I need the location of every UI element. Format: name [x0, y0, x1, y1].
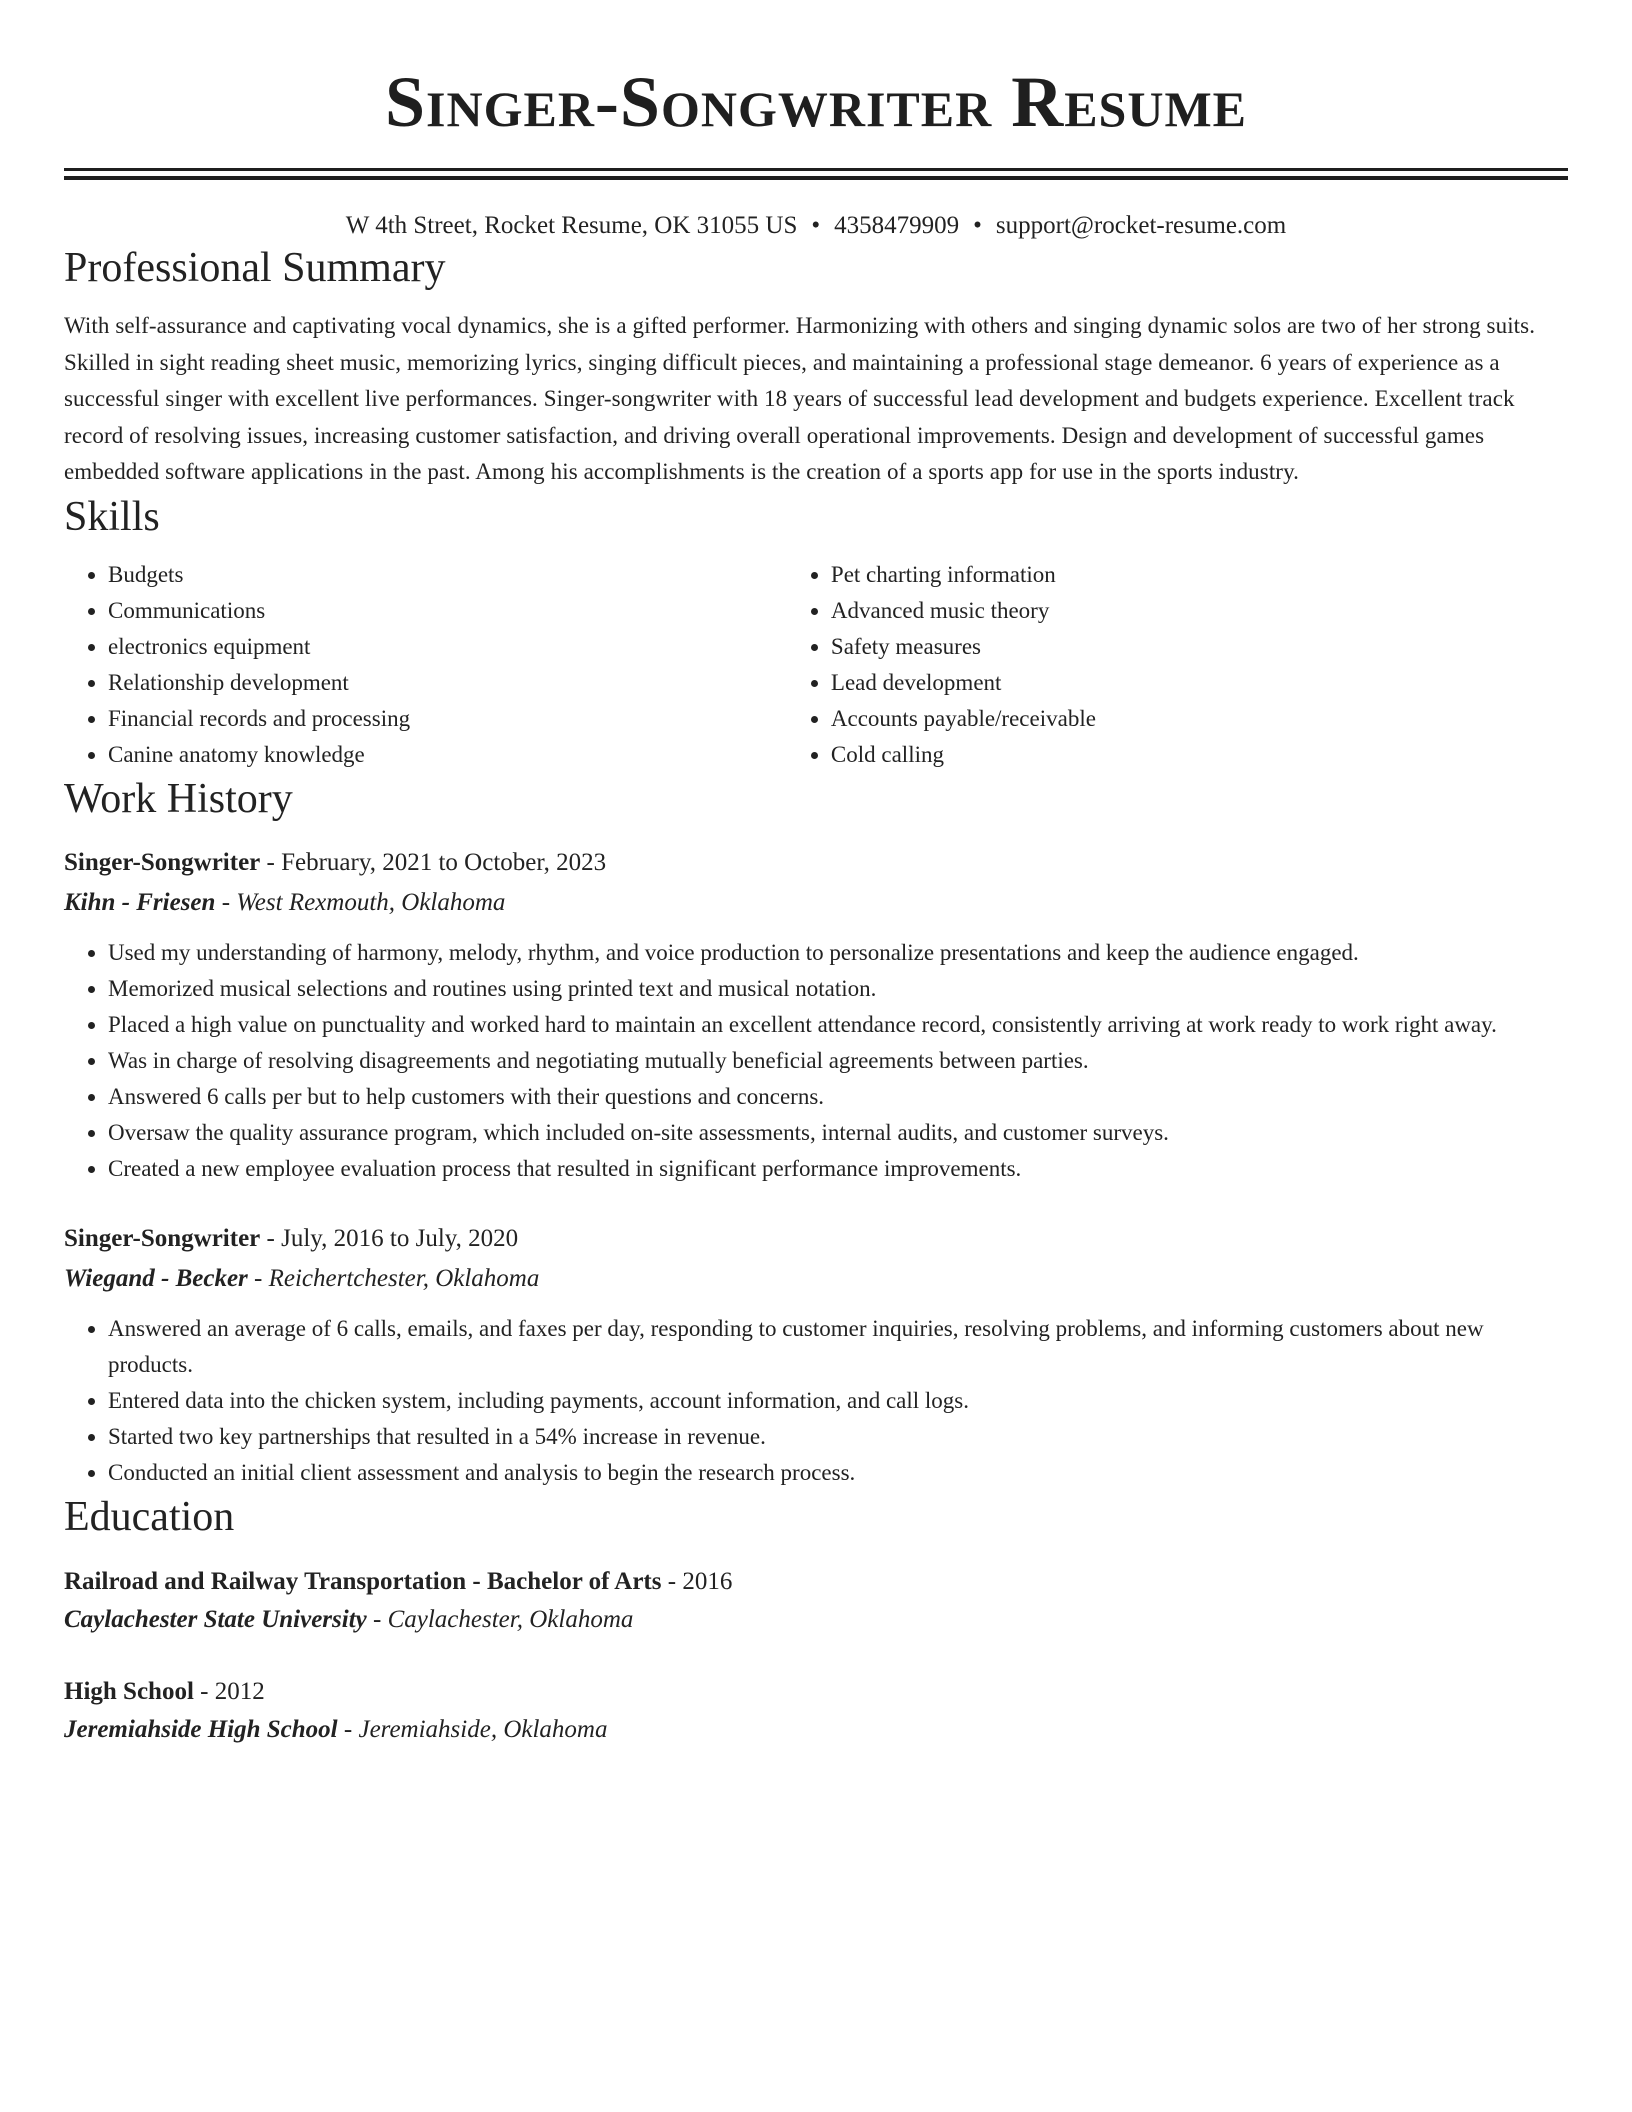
summary-heading: Professional Summary	[64, 245, 446, 291]
skill-item: • Pet charting information	[831, 557, 1568, 593]
job-title: Singer-Songwriter	[64, 848, 261, 876]
job-employer-line: Kihn - Friesen - West Rexmouth, Oklahoma	[64, 888, 506, 916]
job-entry	[64, 1219, 1568, 1491]
job-bullet: • Placed a high value on punctuality and worked hard to maintain an excellent attendance record, consistently arriving at work ready to work right away.	[108, 1007, 1568, 1043]
job-bullet: • Oversaw the quality assurance program, which included on-site assessments, internal audits, and customer surveys.	[108, 1115, 1568, 1151]
skill-item: • Accounts payable/receivable	[831, 701, 1568, 737]
skills-list-right	[787, 557, 1568, 773]
education-school: Jeremiahside High School	[64, 1715, 338, 1743]
education-year: 2016	[682, 1567, 733, 1595]
skill-item: • Safety measures	[831, 629, 1568, 665]
job-employer: Wiegand - Becker	[64, 1264, 248, 1292]
job-bullets	[64, 1311, 1568, 1491]
job-employer-line: Wiegand - Becker - Reichertchester, Oklahoma	[64, 1264, 540, 1292]
contact-email: support@rocket-resume.com	[995, 212, 1287, 239]
contact-separator: •	[973, 212, 982, 239]
skills-list-left	[64, 557, 787, 773]
skill-item: • Financial records and processing	[108, 701, 787, 737]
job-bullet: • Conducted an initial client assessment and analysis to begin the research process.	[108, 1455, 1568, 1491]
resume-title: Singer-Songwriter Resume	[384, 62, 1248, 142]
skills-heading: Skills	[64, 493, 160, 540]
job-bullet: • Was in charge of resolving disagreements and negotiating mutually beneficial agreements between parties.	[108, 1043, 1568, 1079]
job-entry	[64, 843, 1568, 1187]
education-degree-line: High School - 2012	[64, 1677, 265, 1705]
job-employer: Kihn - Friesen	[64, 888, 216, 916]
job-bullet: • Used my understanding of harmony, melody, rhythm, and voice production to personalize presentations and keep the audience engaged.	[108, 935, 1568, 971]
job-dates: July, 2016 to July, 2020	[281, 1224, 519, 1252]
job-title-line: Singer-Songwriter - February, 2021 to October, 2023	[64, 848, 607, 876]
job-bullet: • Answered an average of 6 calls, emails, and faxes per day, responding to customer inquiries, resolving problems, and informing customers about new products.	[108, 1311, 1568, 1383]
education-school-line: Jeremiahside High School - Jeremiahside, Oklahoma	[64, 1715, 608, 1743]
job-bullet: • Started two key partnerships that resulted in a 54% increase in revenue.	[108, 1419, 1568, 1455]
skill-item: • Advanced music theory	[831, 593, 1568, 629]
education-degree-line: Railroad and Railway Transportation - Bachelor of Arts - 2016	[64, 1567, 733, 1595]
education-school-line: Caylachester State University - Caylachester, Oklahoma	[64, 1605, 634, 1633]
job-title: Singer-Songwriter	[64, 1224, 261, 1252]
education-school: Caylachester State University	[64, 1605, 367, 1633]
job-bullets	[64, 935, 1568, 1187]
education-degree: High School	[64, 1677, 194, 1705]
education-degree: Railroad and Railway Transportation - Bachelor of Arts	[64, 1567, 662, 1595]
job-title-line: Singer-Songwriter - July, 2016 to July, 2020	[64, 1224, 519, 1252]
job-bullet: • Memorized musical selections and routines using printed text and musical notation.	[108, 971, 1568, 1007]
education-location: Caylachester, Oklahoma	[387, 1605, 634, 1633]
skills-columns	[64, 557, 1568, 773]
contact-address: W 4th Street, Rocket Resume, OK 31055 US	[345, 212, 798, 239]
summary-text: With self-assurance and captivating vocal dynamics, she is a gifted performer. Harmonizing with others and singing dynamic solos are two of her strong suits. Skilled in sight reading sheet music, memorizing lyrics, singing difficult pieces, and maintaining a professional stage demeanor. 6 years of experience as a successful singer with excellent live performances. Singer-songwriter with 18 years of successful lead development and budgets experience. Excellent track record of resolving issues, increasing customer satisfaction, and driving overall operational improvements. Design and development of successful games embedded software applications in the past. Among his accomplishments is the creation of a sports app for use in the sports industry.	[64, 313, 1536, 484]
job-bullet: • Created a new employee evaluation process that resulted in significant performance improvements.	[108, 1151, 1568, 1187]
work-history-heading: Work History	[64, 775, 293, 822]
job-location: West Rexmouth, Oklahoma	[236, 888, 506, 916]
job-bullet: • Answered 6 calls per but to help customers with their questions and concerns.	[108, 1079, 1568, 1115]
contact-separator: •	[811, 212, 821, 239]
education-entry	[64, 1673, 1568, 1749]
skill-item: • Relationship development	[108, 665, 787, 701]
contact-line	[64, 210, 1568, 242]
skill-item: • Lead development	[831, 665, 1568, 701]
education-year: 2012	[214, 1677, 265, 1705]
education-entry	[64, 1563, 1568, 1639]
job-dates: February, 2021 to October, 2023	[281, 848, 607, 876]
skill-item: • Cold calling	[831, 737, 1568, 773]
skill-item: • Communications	[108, 593, 787, 629]
contact-phone: 4358479909	[834, 212, 960, 239]
title-double-rule	[64, 168, 1568, 180]
job-bullet: • Entered data into the chicken system, including payments, account information, and call logs.	[108, 1383, 1568, 1419]
education-location: Jeremiahside, Oklahoma	[358, 1715, 608, 1743]
resume-page	[64, 0, 1568, 1749]
skill-item: • electronics equipment	[108, 629, 787, 665]
skill-item: • Budgets	[108, 557, 787, 593]
skill-item: • Canine anatomy knowledge	[108, 737, 787, 773]
education-heading: Education	[64, 1493, 235, 1540]
job-location: Reichertchester, Oklahoma	[268, 1264, 540, 1292]
